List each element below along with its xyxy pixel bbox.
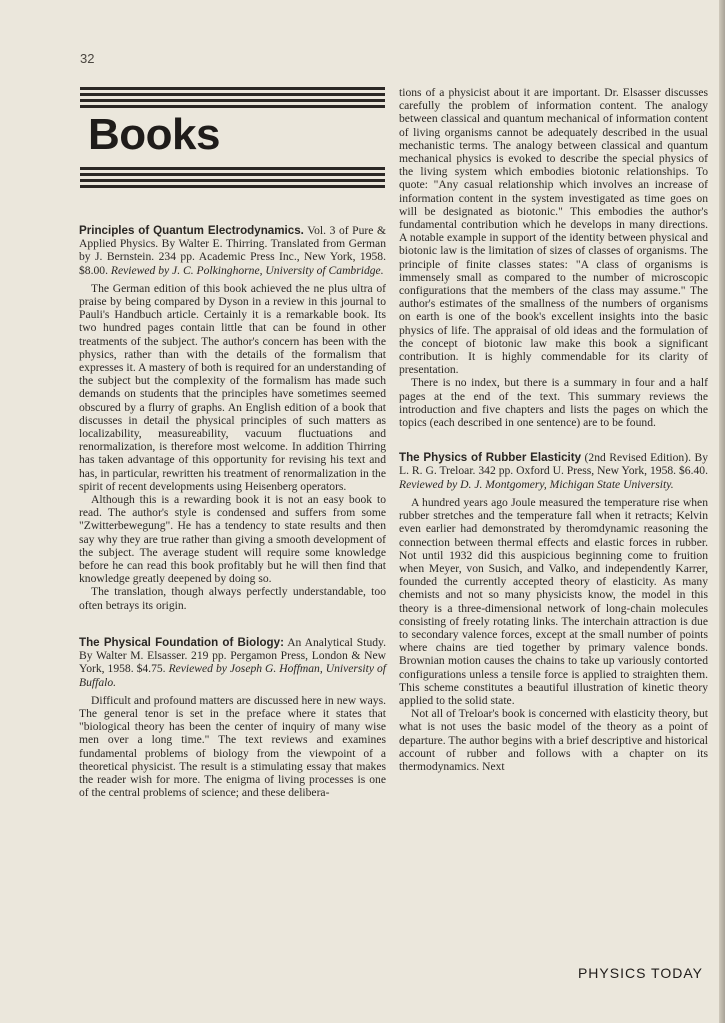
review-paragraph-continued: tions of a physicist about it are important. Dr. Elsasser discusses carefully the problem of information content. The analogy between classical and quantum mechanical of information content of living organisms cannot be adequately described in the usual mechanistic terms. The analogy between classical and quantum mechanical physics is evoked to describe the special physics of the living system which embodies biotonic relationships. To quote: "Any casual relationship which involves an increase of information content in the system investigated as time goes on will be designated as biotonic." This embodies the author's fundamental contribution which he develops in many directions. A notable example in support of the identity between physical and biotonic law is the limitation of sizes of classes of organisms. The principle of finite classes states: "A class of organisms is immensely small as compared to the number of microscopic configurations that the members of the class may assume." The author's estimates of the smallness of the numbers of organisms on earth is one of the book's excellent insights into the basic physics of life. The appraisal of old ideas and the formulation of the concept of biotonic law make this book a significant contribution. It is highly commendable for its clarity of presentation.	[399, 86, 708, 377]
review-paragraph: The translation, though always perfectly understandable, too often betrays its origin.	[79, 585, 386, 612]
review-title: The Physical Foundation of Biology:	[79, 635, 284, 649]
review-physical-foundation-biology	[79, 636, 386, 799]
review-details: Vol. 3 of Pure & Applied Physics. By Walter E. Thirring. Translated from German by J. Bernstein. 234 pp. Academic Press Inc., New York, 1958. $8.00.	[79, 224, 386, 277]
review-title: Principles of Quantum Electrodynamics.	[79, 224, 304, 237]
footer-publication-name: PHYSICS TODAY	[577, 965, 703, 981]
reviewer: Reviewed by Joseph G. Hoffman, University of Buffalo.	[79, 662, 386, 689]
reviewer: Reviewed by D. J. Montgomery, Michigan State University.	[399, 477, 674, 491]
review-paragraph: There is no index, but there is a summary in four and a half pages at the end of the text. This summary reviews the introduction and five chapters and lists the pages on which the topics (each described in one sentence) are to be found.	[399, 376, 708, 430]
review-paragraph: Difficult and profound matters are discussed here in new ways. The general tenor is set in the preface where it states that "biological theory has been the center of inquiry of many wise men over a long time." The text reviews and examines fundamental problems of biology from the viewpoint of a theoretical physicist. The result is a stimulating essay that makes the reader wish for more. The enigma of living processes is one of the central problems of science; and these delibera-	[79, 693, 386, 800]
review-paragraph: Although this is a rewarding book it is not an easy book to read. The author's style is condensed and suffers from some "Zwitterbewegung". He has a tendency to state results and then say why they are true rather than giving a smooth development of the subject. The average student will require some knowledge before he can read this book profitably but he will then find that knowledge greatly deepened by doing so.	[79, 493, 386, 586]
reviewer: Reviewed by J. C. Polkinghorne, University of Cambridge.	[110, 263, 384, 277]
right-column	[399, 86, 708, 773]
review-paragraph: Not all of Treloar's book is concerned with elasticity theory, but what is not uses the basic model of the theory as a point of departure. The author begins with a brief descriptive and historical account of rubber and follows with a chapter on its thermodynamics. Next	[399, 707, 708, 773]
bottom-rules	[80, 167, 385, 191]
review-paragraph: The German edition of this book achieved the ne plus ultra of praise by being compared by Dyson in a review in this journal to Pauli's Handbuch article. Certainly it is a remarkable book. Its two hundred pages contain little that can be found in other treatments of the subject. The author's concern has been with the physics, rather than with the details of the formalism that expresses it. A mastery of both is required for an understanding of the subject but the complexity of the formalism has made such demands on students that the principles have sometimes seemed obscured by a flurry of graphs. An English edition of a book that discusses in detail the physical principles of such matters as localizability, measureability, vacuum fluctuations and renormalization, is therefore most welcome. In addition Thirring has taken advantage of this opportunity for revising his text and has, in particular, rewritten his treatment of renormalization in the spirit of recent developments using Heisenberg operators.	[79, 281, 386, 493]
review-paragraph: A hundred years ago Joule measured the temperature rise when rubber stretches and the temperature fall when it retracts; Kelvin even earlier had demonstrated by theromdynamic reasoning the connection between thermal effects and elastic forces in rubber. Not until 1932 did this auspicious beginning come to fruition when Meyer, von Susich, and Valko, and independently Karrer, founded the currently accepted theory of elasticity. As many chemists and not so many physicists know, the model in this theory is a three-dimensional network of long-chain molecules consisting of freely rotating links. The interchain attraction is due to secondary valence forces, except at the small number of points where chains are tied together by primary valence bonds. Brownian motion causes the chains to take up variously contorted configurations unless a tensile force is applied to straighten them. This scheme constitutes a beautiful illustration of kinetic theory applied to the solid state.	[399, 495, 708, 707]
review-details: (2nd Revised Edition). By L. R. G. Treloar. 342 pp. Oxford U. Press, New York, 1958. $6.40.	[399, 451, 708, 478]
review-quantum-electrodynamics	[79, 224, 386, 612]
review-physics-rubber-elasticity	[399, 451, 708, 773]
review-header	[79, 636, 386, 689]
review-header	[79, 224, 386, 277]
section-title: Books	[88, 110, 220, 159]
page-number: 32	[80, 51, 95, 66]
page-edge	[719, 0, 725, 1023]
review-details: An Analytical Study. By Walter M. Elsasser. 219 pp. Pergamon Press, London & New York, 1958. $4.75.	[79, 635, 386, 676]
left-column	[79, 224, 386, 799]
review-title: The Physics of Rubber Elasticity	[399, 451, 582, 465]
review-header	[399, 451, 708, 491]
